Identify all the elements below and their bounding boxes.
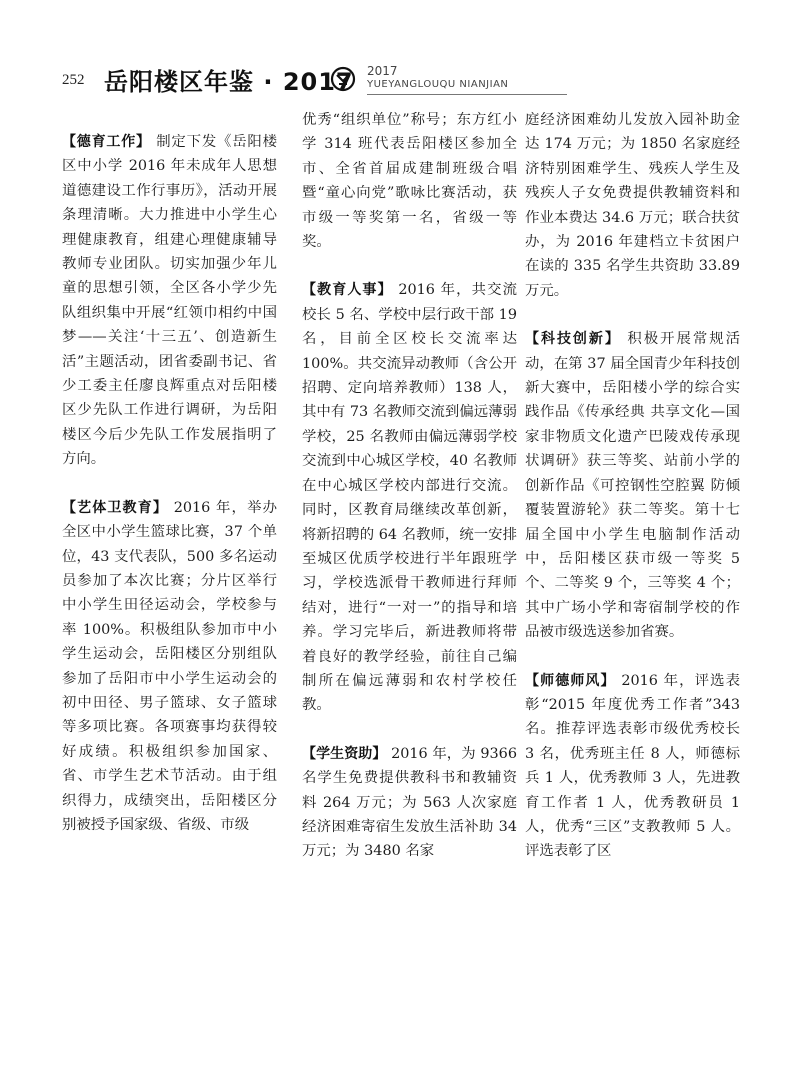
section-body: 2016 年，评选表彰“2015 年度优秀工作者”343 名。推荐评选表彰市级优秀校长 3 名，优秀班主任 8 人，师德标兵 1 人，优秀教师 3 人，先进教育工作者 1 人，优秀教研员 1 人，优秀“三区”支教教师 5 人。评选表彰了区 — [525, 672, 741, 860]
section-heading: 【艺体卫教育】 — [62, 499, 168, 516]
page-number: 252 — [62, 72, 85, 88]
section-personnel — [302, 278, 517, 717]
subtitle-pinyin: YUEYANGLOUQU NIANJIAN — [367, 79, 509, 90]
column-2 — [302, 108, 517, 888]
header-rule — [367, 94, 567, 95]
section-heading: 【学生资助】 — [302, 745, 387, 762]
section-heading: 【德育工作】 — [62, 134, 151, 150]
section-body: 制定下发《岳阳楼区中小学 2016 年未成年人思想道德建设工作行事历》，活动开展条理清晰。大力推进中小学生心理健康教育，组建心理健康辅导教师专业团队。切实加强少年儿童的思想引领，全区各小学少先队组织集中开展“红领巾相约中国梦——关注‘十三五’、创造新生活”主题活动，团省委副书记、省少工委主任廖良辉重点对岳阳楼区少先队工作进行调研，为岳阳楼区今后少先队工作发展指明了方向。 — [62, 134, 278, 468]
section-body: 2016 年，为 9366 名学生免费提供教科书和教辅资料 264 万元；为 563 人次家庭经济困难寄宿生发放生活补助 34 万元；为 3480 名家 — [302, 745, 517, 860]
section-heading: 【教育人事】 — [302, 282, 393, 299]
yearbook-logo-icon — [330, 66, 356, 92]
section-moral — [62, 130, 277, 472]
page-header — [62, 60, 742, 100]
section-arts — [62, 496, 277, 838]
section-body: 2016 年，共交流校长 5 名、学校中层行政干部 19 名，目前全区校长交流率达 100%。共交流异动教师（含公开招聘、定向培养教师）138 人，其中有 73 名教师交流到偏远薄弱学校，25 名教师由偏远薄弱学校交流到中心城区学校，40 名教师在中心城区学校内部进行交流。同时，区教育局继续改革创新，将新招聘的 64 名教师，统一安排至城区优质学校进行半年跟班学习，学校选派骨干教师进行拜师结对，进行“一对一”的指导和培养。学习完毕后，新进教师将带着良好的教学经验，前往自己编制所在偏远薄弱和农村学校任教。 — [302, 282, 518, 714]
column-3 — [525, 108, 740, 888]
subtitle-year: 2017 — [367, 64, 398, 78]
section-heading: 【师德师风】 — [525, 672, 616, 689]
section-aid — [302, 742, 517, 864]
section-body: 2016 年，举办全区中小学生篮球比赛，37 个单位，43 支代表队，500 多名运动员参加了本次比赛；分片区举行中小学生田径运动会，学校参与率 100%。积极组队参加市中小学生运动会，岳阳楼区分别组队参加了岳阳市中小学生运动会的初中田径、男子篮球、女子篮球等多项比赛。各项赛事均获得较好成绩。积极组织参加国家、省、市学生艺术节活动。由于组织得力，成绩突出，岳阳楼区分别被授予国家级、省级、市级 — [62, 499, 277, 833]
section-heading: 【科技创新】 — [525, 331, 621, 348]
column-1 — [62, 130, 277, 861]
yearbook-subtitle — [367, 64, 508, 92]
section-aid-continued: 庭经济困难幼儿发放入园补助金达 174 万元；为 1850 名家庭经济特别困难学生、残疾人学生及残疾人子女免费提供教辅资料和作业本费达 34.6 万元；联合扶贫办，为 2016 年建档立卡贫困户在读的 335 名学生共资助 33.89 万元。 — [525, 112, 740, 299]
section-ethics — [525, 669, 740, 864]
section-arts-continued: 优秀“组织单位”称号；东方红小学 314 班代表岳阳楼区参加全市、全省首届成建制班级合唱暨“童心向党”歌咏比赛活动，获市级一等奖第一名，省级一等奖。 — [302, 112, 517, 251]
section-body: 积极开展常规活动，在第 37 届全国青少年科技创新大赛中，岳阳楼小学的综合实践作品《传承经典 共享文化—国家非物质文化遗产巴陵戏传承现状调研》获三等奖、站前小学的创新作品《可控钢性空腔翼 防倾覆装置游轮》获二等奖。第十七届全国中小学生电脑制作活动中，岳阳楼区获市级一等奖 5 个、二等奖 9 个，三等奖 4 个；其中广场小学和寄宿制学校的作品被市级选送参加省赛。 — [525, 331, 741, 641]
yearbook-title: 岳阳楼区年鉴 · 2017 — [104, 68, 354, 96]
section-tech — [525, 327, 740, 644]
